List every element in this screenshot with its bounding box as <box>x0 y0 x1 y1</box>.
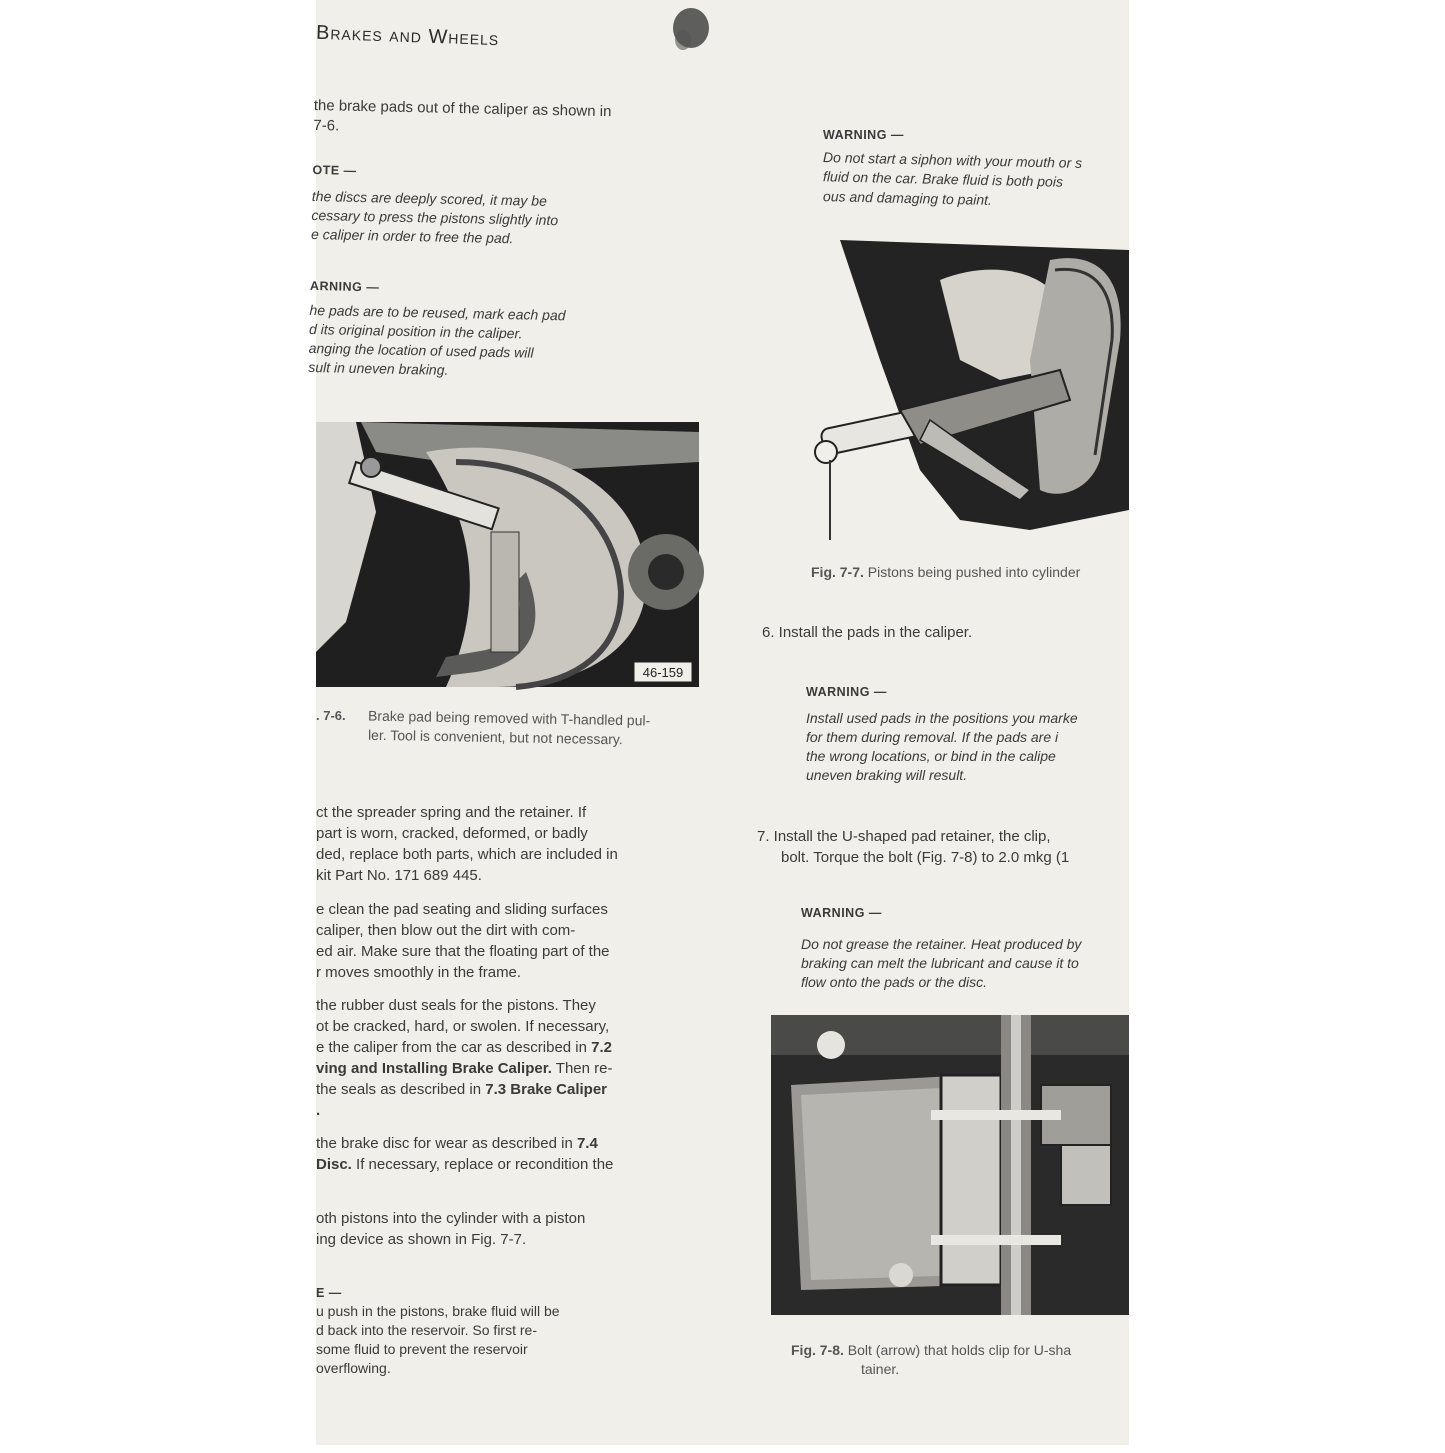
right-warning3-heading: WARNING — <box>801 906 882 920</box>
manual-page <box>308 0 1129 1445</box>
step-7-line-2: bolt. Torque the bolt (Fig. 7-8) to 2.0 mkg (1 <box>781 849 1070 866</box>
step-6: 6. Install the pads in the caliper. <box>762 624 973 641</box>
para-seals-line-6: . <box>316 1102 321 1119</box>
note-line-1: the discs are deeply scored, it may be <box>311 187 548 209</box>
para-spreader-line-4: kit Part No. 171 689 445. <box>316 867 482 884</box>
right-warning2-line-1: Install used pads in the positions you marke <box>806 710 1078 726</box>
chapter-title: Brakes and Wheels <box>315 21 500 51</box>
right-warning-line-2: fluid on the car. Brake fluid is both pois <box>822 168 1064 190</box>
figure-7-8-caption-line-1: Fig. 7-8. Bolt (arrow) that holds clip for U-sha <box>791 1342 1072 1358</box>
step-7-line-1: 7. Install the U-shaped pad retainer, the clip, <box>757 828 1051 845</box>
right-warning2-line-2: for them during removal. If the pads are i <box>806 729 1059 745</box>
right-warning3-line-3: flow onto the pads or the disc. <box>801 974 987 990</box>
para-seals-line-2: ot be cracked, hard, or swolen. If necessary, <box>316 1018 610 1035</box>
note-heading: OTE — <box>312 162 357 178</box>
para-seals-line-3: e the caliper from the car as described in 7.2 <box>316 1039 612 1056</box>
para-clean-line-3: ed air. Make sure that the floating part of the <box>316 943 610 960</box>
para-seals-line-1: the rubber dust seals for the pistons. They <box>316 997 596 1014</box>
note2-line-2: d back into the reservoir. So first re- <box>316 1322 537 1338</box>
para-spreader-line-2: part is worn, cracked, deformed, or badly <box>316 825 588 842</box>
intro-line-1: the brake pads out of the caliper as shown in <box>313 96 612 121</box>
para-clean-line-4: r moves smoothly in the frame. <box>316 964 522 981</box>
figure-7-7-photo <box>800 240 1129 540</box>
figure-7-6-code: 46-159 <box>642 665 684 680</box>
warning-line-4: sult in uneven braking. <box>308 358 449 378</box>
right-warning-line-3: ous and damaging to paint. <box>822 188 993 208</box>
figure-7-8-photo <box>771 1015 1129 1315</box>
intro-line-2: 7-6. <box>313 116 340 135</box>
para-spreader-line-1: ct the spreader spring and the retainer. If <box>316 804 587 821</box>
note2-line-1: u push in the pistons, brake fluid will be <box>316 1303 560 1319</box>
para-clean-line-1: e clean the pad seating and sliding surfaces <box>316 901 608 918</box>
para-pistons-line-1: oth pistons into the cylinder with a piston <box>316 1210 586 1227</box>
para-seals-line-5: the seals as described in 7.3 Brake Caliper <box>316 1081 608 1098</box>
warning-line-1: he pads are to be reused, mark each pad <box>309 301 566 324</box>
figure-7-8-caption-line-2: tainer. <box>861 1361 900 1377</box>
figure-7-7-caption: Fig. 7-7. Pistons being pushed into cylinder <box>811 564 1081 580</box>
right-warning3-line-2: braking can melt the lubricant and cause it to <box>801 955 1079 971</box>
figure-7-6-caption-line-1: Brake pad being removed with T-handled pul- <box>367 707 651 729</box>
para-pistons-line-2: ing device as shown in Fig. 7-7. <box>316 1231 527 1248</box>
para-disc-line-2: Disc. If necessary, replace or recondition the <box>316 1156 614 1173</box>
right-warning-line-1: Do not start a siphon with your mouth or s <box>822 149 1083 171</box>
figure-7-6-label: . 7-6. <box>316 708 346 723</box>
right-warning3-line-1: Do not grease the retainer. Heat produced by <box>801 936 1082 952</box>
para-disc-line-1: the brake disc for wear as described in 7.4 <box>316 1135 598 1152</box>
right-warning2-heading: WARNING — <box>806 685 887 699</box>
note2-heading: E — <box>316 1286 342 1300</box>
warning-line-2: d its original position in the caliper. <box>308 320 523 342</box>
note2-line-3: some fluid to prevent the reservoir <box>316 1341 528 1357</box>
para-seals-line-4: ving and Installing Brake Caliper. Then re- <box>316 1060 613 1077</box>
warning-line-3: anging the location of used pads will <box>308 339 534 361</box>
note-line-2: cessary to press the pistons slightly into <box>311 206 559 229</box>
right-warning-heading: WARNING — <box>823 128 904 142</box>
figure-7-6-caption-line-2: ler. Tool is convenient, but not necessary. <box>367 726 623 748</box>
figure-7-6-photo <box>316 422 699 687</box>
note-line-3: e caliper in order to free the pad. <box>310 225 514 247</box>
para-spreader-line-3: ded, replace both parts, which are included in <box>316 846 618 863</box>
para-clean-line-2: caliper, then blow out the dirt with com- <box>316 922 576 939</box>
warning-heading: ARNING — <box>309 278 380 295</box>
note2-line-4: overflowing. <box>316 1360 391 1376</box>
right-warning2-line-3: the wrong locations, or bind in the calipe <box>806 748 1056 764</box>
right-warning2-line-4: uneven braking will result. <box>806 767 968 783</box>
